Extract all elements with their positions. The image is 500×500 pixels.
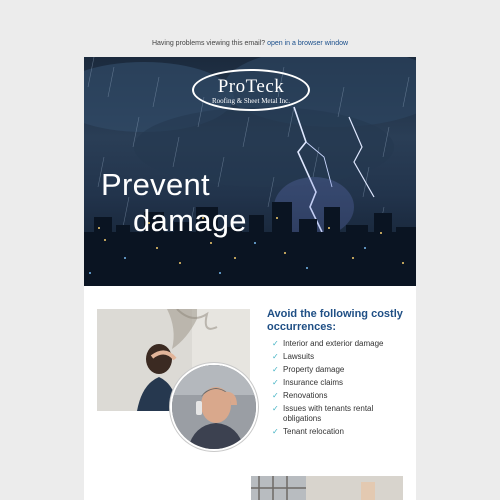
hero-banner [84, 57, 416, 286]
list-item: ✓ Tenant relocation [272, 427, 344, 436]
stressed-man-photo [170, 363, 258, 451]
logo-subtitle: Roofing & Sheet Metal Inc. [212, 97, 290, 105]
headline-line2: damage [133, 203, 247, 238]
logo-brand: ProTeck [217, 76, 285, 97]
check-icon: ✓ [272, 378, 279, 387]
check-icon: ✓ [272, 352, 279, 361]
open-in-browser-link[interactable]: open in a browser window [267, 40, 349, 47]
list-item: ✓ Insurance claims [272, 378, 344, 387]
list-item: ✓ Property damage [272, 365, 345, 374]
check-icon: ✓ [272, 427, 279, 436]
check-icon: ✓ [272, 339, 279, 348]
notice-text: Having problems viewing this email? [151, 40, 266, 47]
list-title: Avoid the following costly occurrences: [267, 308, 403, 333]
occurrences-list [272, 339, 412, 440]
list-item: ✓ Interior and exterior damage [272, 339, 384, 348]
browser-view-notice [0, 40, 500, 47]
headline-line1: Prevent [101, 167, 210, 202]
check-icon: ✓ [272, 365, 279, 374]
interior-photo [251, 476, 403, 500]
proteck-logo [192, 69, 310, 111]
list-item: ✓ Lawsuits [272, 352, 315, 361]
list-item: ✓ Renovations [272, 391, 328, 400]
check-icon: ✓ [272, 391, 279, 400]
list-item: ✓ Issues with tenants rental obligations [272, 404, 374, 423]
check-icon: ✓ [272, 404, 279, 413]
email-body [84, 57, 416, 500]
